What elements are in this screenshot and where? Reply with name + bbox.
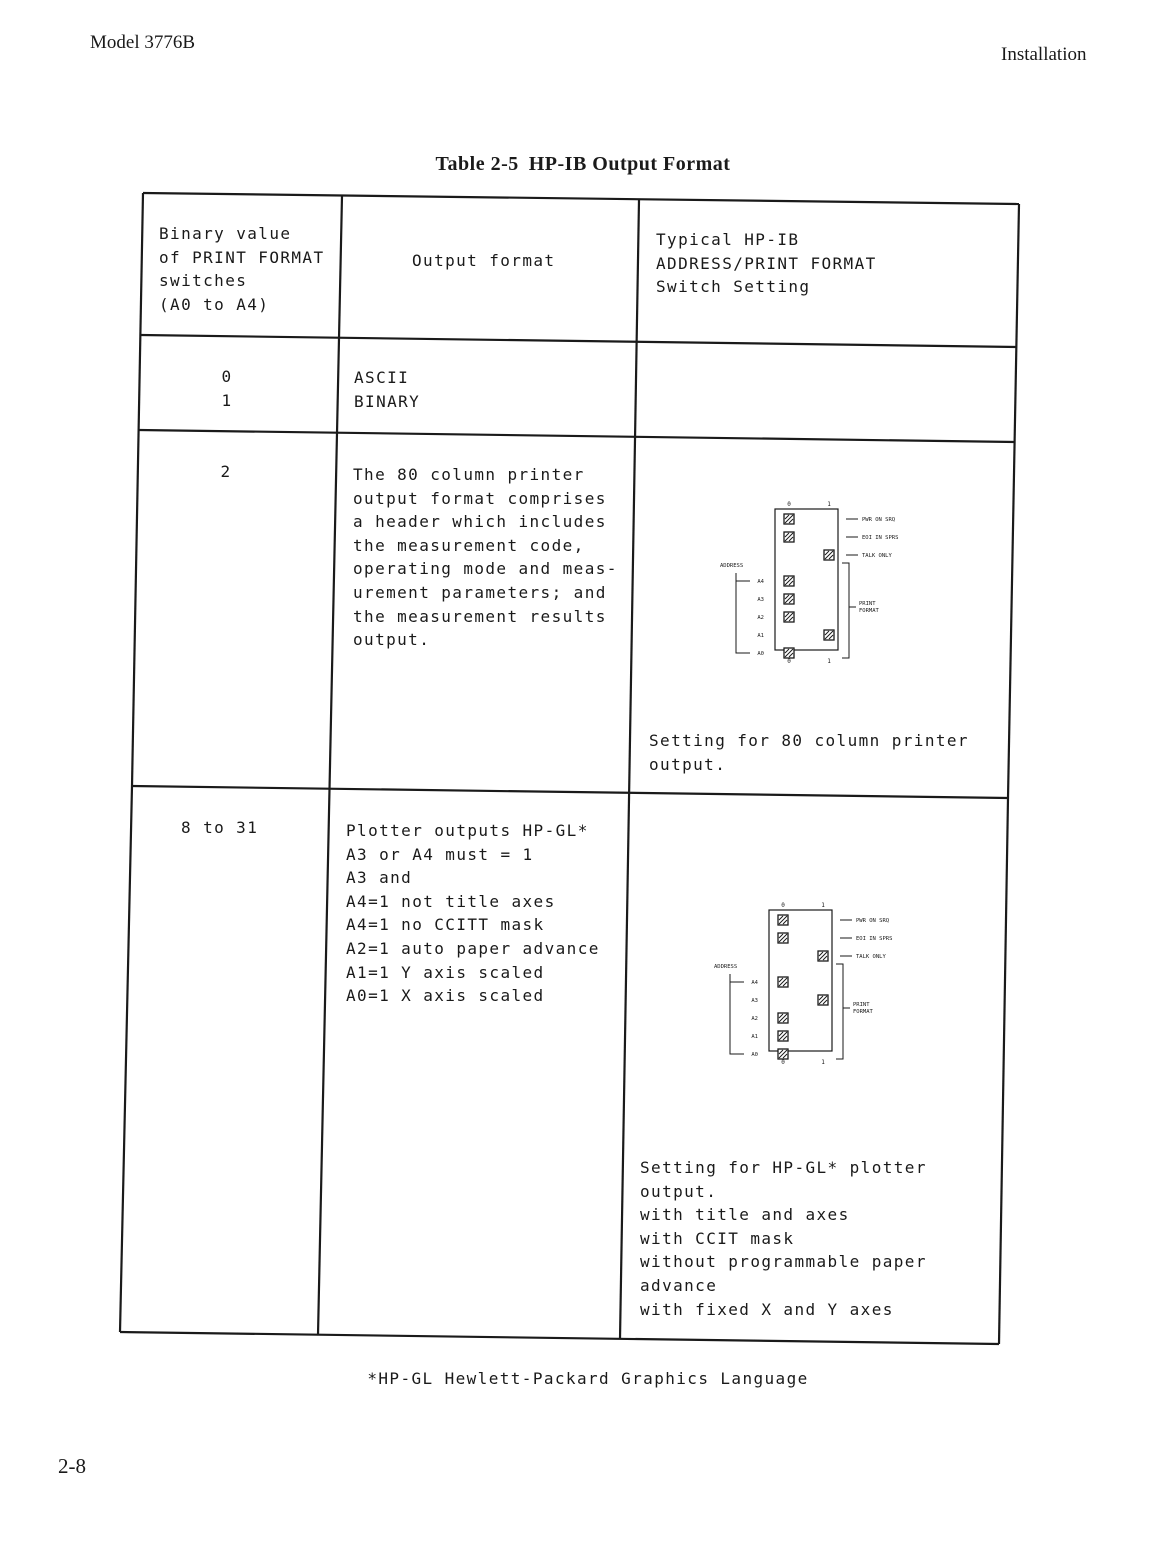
print-format-bracket	[836, 964, 843, 1059]
switch-name: A1	[757, 633, 764, 639]
col-label-0-bottom: 0	[781, 1059, 785, 1066]
switch-toggle	[784, 514, 794, 524]
print-format-bracket	[842, 563, 849, 658]
switch-name: A1	[751, 1034, 758, 1040]
switch-name: A2	[757, 615, 764, 621]
switch-toggle	[778, 977, 788, 987]
switch-name: A0	[751, 1052, 758, 1058]
switch-toggle	[778, 915, 788, 925]
col-label-1-bottom: 1	[827, 658, 831, 665]
switch-toggle	[784, 532, 794, 542]
switch-name: A4	[757, 579, 764, 585]
switch-name: TALK ONLY	[856, 954, 886, 960]
print-format-label: PRINT	[859, 601, 876, 607]
switch-name: A3	[751, 998, 758, 1004]
switch-toggle	[784, 594, 794, 604]
switch-toggle	[784, 576, 794, 586]
col-label-0-bottom: 0	[787, 658, 791, 665]
switch-name: A2	[751, 1016, 758, 1022]
switch-name: PWR ON SRQ	[856, 918, 890, 924]
switch-toggle	[784, 612, 794, 622]
switch-toggle	[818, 951, 828, 961]
row3-setting: Setting for HP-GL* plotter output. with title and axes with CCIT mask without programmable paper advance with fixed X and Y axes	[640, 1158, 927, 1319]
address-bracket	[736, 573, 750, 653]
switch-toggle	[784, 648, 794, 658]
switch-diagram-80col	[700, 497, 940, 672]
switch-name: EOI IN SPRS	[856, 936, 893, 942]
row3-value: 8 to 31	[181, 818, 259, 837]
col-label-1: 1	[827, 501, 831, 508]
row1-values: 0 1	[221, 367, 233, 410]
table-caption: HP-IB Output Format	[528, 153, 731, 175]
col-label-1: 1	[821, 902, 825, 909]
switch-toggle	[818, 995, 828, 1005]
switch-name: PWR ON SRQ	[862, 517, 896, 523]
row3-format: Plotter outputs HP-GL* A3 or A4 must = 1 A3 and A4=1 not title axes A4=1 no CCITT mask A2=1 auto paper advance A1=1 Y axis scaled A0=1 X axis scaled	[346, 821, 600, 1006]
footnote: *HP-GL Hewlett-Packard Graphics Language	[367, 1369, 809, 1388]
switch-toggle	[824, 550, 834, 560]
switch-name: A0	[757, 651, 764, 657]
address-bracket	[730, 974, 744, 1054]
switch-name: TALK ONLY	[862, 553, 892, 559]
running-header-section: Installation	[1001, 44, 1087, 65]
switch-name: A4	[751, 980, 758, 986]
print-format-label: PRINT	[853, 1002, 870, 1008]
switch-name: A3	[757, 597, 764, 603]
header-output-format: Output format	[412, 251, 556, 270]
col-label-0: 0	[787, 501, 791, 508]
row1-format: ASCII BINARY	[354, 368, 421, 411]
print-format-label: FORMAT	[853, 1009, 873, 1015]
switch-toggle	[778, 1013, 788, 1023]
row2-value: 2	[220, 462, 232, 481]
col-label-0: 0	[781, 902, 785, 909]
switch-toggle	[824, 630, 834, 640]
table-number: Table 2-5	[435, 153, 519, 175]
row2-setting: Setting for 80 column printer output.	[649, 731, 969, 774]
print-format-label: FORMAT	[859, 608, 879, 614]
switch-toggle	[778, 1049, 788, 1059]
switch-toggle	[778, 933, 788, 943]
header-binary-value: Binary value of PRINT FORMAT switches (A0 to A4)	[159, 224, 325, 314]
header-switch-setting: Typical HP-IB ADDRESS/PRINT FORMAT Switch Setting	[656, 230, 877, 297]
switch-toggle	[778, 1031, 788, 1041]
row2-format: The 80 column printer output format comprises a header which includes the measurement code, operating mode and meas- urement parameters; and the measurement results output.	[353, 465, 618, 650]
switch-name: EOI IN SPRS	[862, 535, 899, 541]
running-header-model: Model 3776B	[90, 32, 196, 53]
col-label-1-bottom: 1	[821, 1059, 825, 1066]
switch-diagram-hpgl	[694, 898, 934, 1073]
address-label: ADDRESS	[720, 563, 744, 569]
page-number: 2-8	[58, 1454, 86, 1478]
address-label: ADDRESS	[714, 964, 738, 970]
